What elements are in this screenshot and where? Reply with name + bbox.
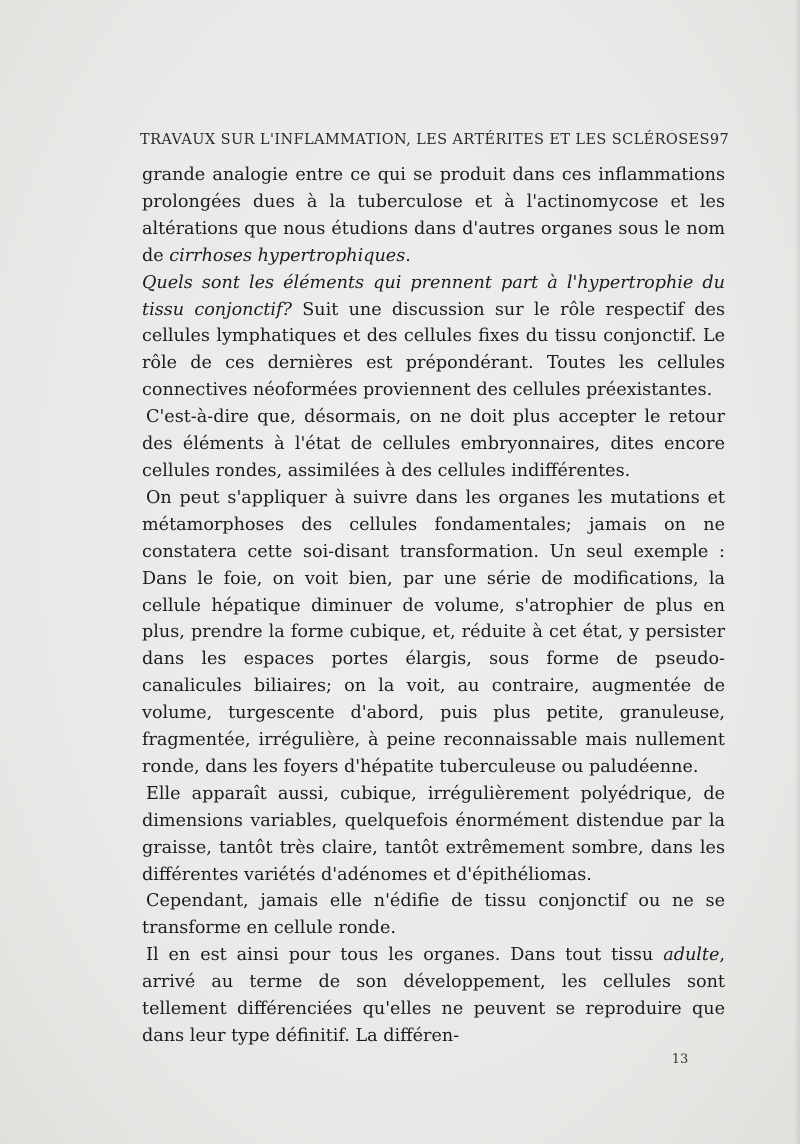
- paragraph-7-emphasis: adulte: [663, 945, 720, 966]
- paragraph-1-text: grande analogie entre ce qui se produit dans ces inflammations prolongées dues à la tuberculose et à l'actinomycose et les altérations que nous étudions dans d'autres organes sous le nom de: [142, 165, 725, 266]
- page-number: 97: [709, 132, 730, 148]
- paragraph-3: C'est-à-dire que, désormais, on ne doit plus accepter le retour des éléments à l'état de cellules embryonnaires, dites encore cellules rondes, assimilées à des cellules indifférentes.: [142, 407, 725, 481]
- scan-edge-shadow: [794, 0, 800, 1144]
- paragraph-1-emphasis: cirrhoses hypertrophiques: [169, 245, 406, 266]
- paragraph-6: Cependant, jamais elle n'édifie de tissu conjonctif ou ne se transforme en cellule ronde.: [142, 891, 725, 939]
- paragraph-2-question: Quels sont les éléments qui prennent part à l'hypertrophie du tissu conjonctif?: [142, 272, 725, 320]
- paragraph-7-text: Il en est ainsi pour tous les organes. Dans tout tissu: [146, 945, 664, 966]
- paragraph-1: [142, 162, 725, 270]
- paragraph-2: [142, 270, 725, 405]
- paragraph-5: Elle apparaît aussi, cubique, irrégulièrement polyédrique, de dimensions variables, quelquefois énormément distendue par la graisse, tantôt très claire, tantôt extrêmement sombre, dans les différentes variétés d'adénomes et d'épithéliomas.: [142, 783, 725, 885]
- signature-mark: 13: [671, 1052, 689, 1067]
- body-text: [142, 162, 725, 1050]
- paragraph-1-end: .: [405, 245, 411, 266]
- header-title: TRAVAUX SUR L'INFLAMMATION, LES ARTÉRITES ET LES SCLÉROSES: [140, 132, 710, 148]
- paragraph-7-end: , arrivé au terme de son développement, les cellules sont tellement différenciées qu'elles ne peuvent se reproduire que dans leur type définitif. La différen-: [142, 945, 725, 1046]
- paragraph-7: [142, 942, 725, 1050]
- paragraph-4: On peut s'appliquer à suivre dans les organes les mutations et métamorphoses des cellules fondamentales; jamais on ne constatera cette soi-disant transformation. Un seul exemple : Dans le foie, on voit bien, par une série de modifications, la cellule hépatique diminuer de volume, s'atrophier de plus en plus, prendre la forme cubique, et, réduite à cet état, y persister dans les espaces portes élargis, sous forme de pseudo-canalicules biliaires; on la voit, au contraire, augmentée de volume, turgescente d'abord, puis plus petite, granuleuse, fragmentée, irrégulière, à peine reconnaissable mais nullement ronde, dans les foyers d'hépatite tuberculeuse ou paludéenne.: [142, 487, 725, 777]
- running-header: [140, 132, 730, 148]
- paragraph-2-text: Suit une discussion sur le rôle respectif des cellules lymphatiques et des cellules fixes du tissu conjonctif. Le rôle de ces dernières est prépondérant. Toutes les cellules connectives néoformées proviennent des cellules préexistantes.: [142, 299, 725, 401]
